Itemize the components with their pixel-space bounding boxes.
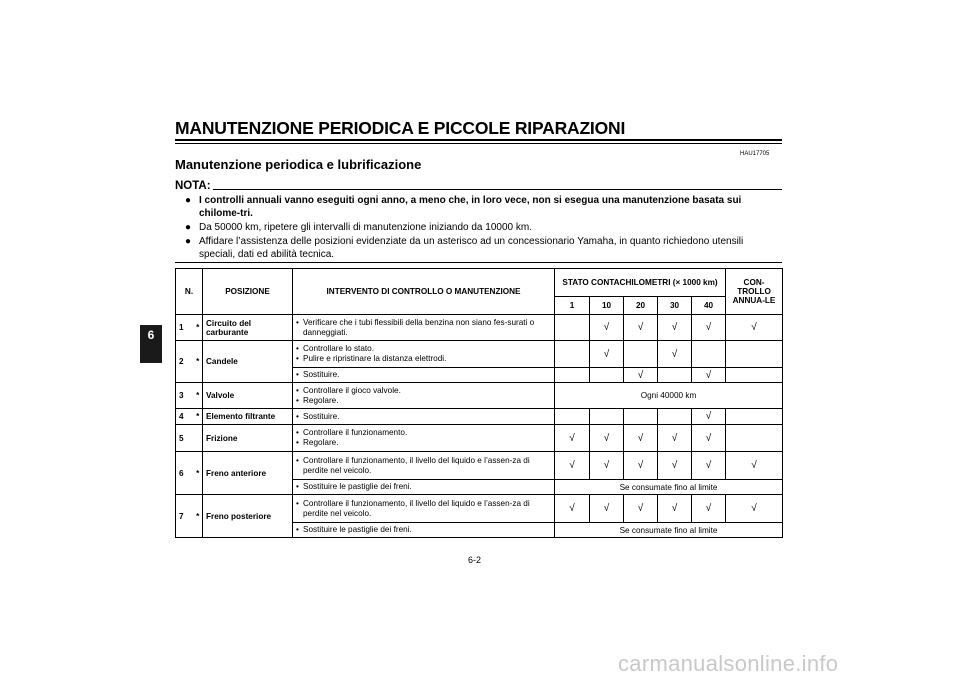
item-text: Controllare il funzionamento.	[303, 428, 408, 437]
asterisk: *	[194, 315, 203, 341]
bullet-icon: •	[296, 482, 299, 491]
row-number: 7	[176, 495, 194, 538]
page-title: MANUTENZIONE PERIODICA E PICCOLE RIPARAZIONI	[175, 118, 626, 138]
row-position: Frizione	[203, 425, 293, 452]
asterisk: *	[194, 409, 203, 425]
asterisk: *	[194, 495, 203, 538]
row-position: Circuito del carburante	[203, 315, 293, 341]
check-cell: √	[692, 368, 726, 383]
check-cell	[555, 341, 590, 368]
item-text: Sostituire le pastiglie dei freni.	[303, 525, 412, 534]
table-row	[176, 341, 783, 368]
check-cell	[624, 409, 658, 425]
row-intervention	[293, 409, 555, 425]
row-intervention	[293, 425, 555, 452]
separator-rule	[175, 262, 782, 263]
header-km: 10	[590, 297, 624, 315]
note-text: Affidare l’assistenza delle posizioni evidenziate da un asterisco ad un concessionario Yamaha, in quanto richiedono utensili speciali, dati ed abilità tecnica.	[199, 236, 744, 260]
row-intervention	[293, 341, 555, 368]
check-cell	[590, 409, 624, 425]
item-text: Controllare il gioco valvole.	[303, 385, 401, 395]
check-cell: √	[692, 409, 726, 425]
check-cell: √	[692, 315, 726, 341]
table-row	[176, 495, 783, 523]
row-position: Freno posteriore	[203, 495, 293, 538]
bullet-icon: ●	[185, 195, 192, 206]
row-number: 2	[176, 341, 194, 383]
row-number: 1	[176, 315, 194, 341]
nota-label: NOTA:	[175, 180, 211, 192]
page-number: 6-2	[468, 555, 482, 565]
check-cell: √	[624, 452, 658, 480]
title-rule	[175, 139, 782, 141]
row-number: 6	[176, 452, 194, 495]
header-km: 30	[658, 297, 692, 315]
bullet-icon: ●	[185, 222, 192, 233]
check-cell: √	[658, 315, 692, 341]
check-cell: √	[658, 452, 692, 480]
check-cell: √	[555, 495, 590, 523]
check-cell	[590, 368, 624, 383]
check-cell	[726, 341, 783, 368]
check-cell: √	[726, 495, 783, 523]
item-text: Controllare il funzionamento, il livello del liquido e l’assen-za di perdite nel veicolo.	[303, 455, 530, 475]
bullet-icon: •	[296, 370, 299, 379]
check-cell	[658, 409, 692, 425]
check-cell	[692, 341, 726, 368]
bullet-icon: •	[296, 385, 299, 395]
item-text: Regolare.	[303, 438, 339, 447]
header-km: 1	[555, 297, 590, 315]
note-item	[185, 221, 782, 234]
row-intervention	[293, 383, 555, 409]
note-text: Da 50000 km, ripetere gli intervalli di manutenzione iniziando da 10000 km.	[199, 222, 532, 233]
maintenance-table	[175, 268, 783, 538]
bullet-icon: ●	[185, 236, 192, 247]
row-position: Elemento filtrante	[203, 409, 293, 425]
bullet-icon: •	[296, 411, 299, 421]
row-number: 5	[176, 425, 194, 452]
bullet-icon: •	[296, 455, 299, 465]
row-number: 3	[176, 383, 194, 409]
row-intervention	[293, 368, 555, 383]
bullet-icon: •	[296, 525, 299, 534]
check-cell	[555, 368, 590, 383]
header-km: 20	[624, 297, 658, 315]
bullet-icon: •	[296, 317, 299, 327]
header-stato: STATO CONTACHILOMETRI (× 1000 km)	[555, 269, 726, 297]
asterisk	[194, 425, 203, 452]
nota-rule	[213, 189, 782, 190]
note-item	[185, 235, 782, 261]
row-number: 4	[176, 409, 194, 425]
row-intervention	[293, 452, 555, 480]
check-cell: √	[692, 495, 726, 523]
asterisk: *	[194, 341, 203, 383]
asterisk: *	[194, 383, 203, 409]
header-controllo: CON-TROLLO ANNUA-LE	[726, 269, 783, 315]
check-cell	[726, 409, 783, 425]
check-cell: √	[624, 315, 658, 341]
row-position: Valvole	[203, 383, 293, 409]
note-text: I controlli annuali vanno eseguiti ogni anno, a meno che, in loro vece, non si esegua una manutenzione basata sui chilome-tri.	[199, 195, 742, 219]
check-cell: √	[624, 425, 658, 452]
notes-list	[185, 194, 782, 262]
section-title: Manutenzione periodica e lubrificazione	[175, 157, 422, 172]
bullet-icon: •	[296, 395, 299, 405]
table-row	[176, 425, 783, 452]
check-cell: √	[555, 452, 590, 480]
item-text: Sostituire.	[303, 370, 340, 379]
check-cell: √	[590, 341, 624, 368]
asterisk: *	[194, 452, 203, 495]
check-cell: √	[555, 425, 590, 452]
check-cell	[658, 368, 692, 383]
row-intervention	[293, 480, 555, 495]
header-n: N.	[176, 269, 203, 315]
header-km: 40	[692, 297, 726, 315]
bullet-icon: •	[296, 498, 299, 508]
merged-interval: Se consumate fino al limite	[555, 523, 783, 538]
check-cell	[624, 341, 658, 368]
check-cell: √	[590, 495, 624, 523]
item-text: Controllare il funzionamento, il livello del liquido e l’assen-za di perdite nel veicolo.	[303, 498, 530, 518]
bullet-icon: •	[296, 354, 299, 363]
table-row	[176, 315, 783, 341]
check-cell: √	[624, 495, 658, 523]
check-cell: √	[726, 452, 783, 480]
check-cell	[726, 425, 783, 452]
check-cell	[555, 409, 590, 425]
check-cell: √	[590, 425, 624, 452]
check-cell: √	[590, 452, 624, 480]
check-cell: √	[624, 368, 658, 383]
bullet-icon: •	[296, 438, 299, 447]
note-item	[185, 194, 782, 220]
merged-interval: Se consumate fino al limite	[555, 480, 783, 495]
watermark: carmanualsonline.info	[618, 651, 839, 676]
title-rule-thin	[175, 143, 782, 144]
item-text: Regolare.	[303, 395, 339, 405]
bullet-icon: •	[296, 344, 299, 353]
item-text: Sostituire le pastiglie dei freni.	[303, 482, 412, 491]
table-row	[176, 383, 783, 409]
row-position: Freno anteriore	[203, 452, 293, 495]
row-intervention	[293, 495, 555, 523]
check-cell: √	[658, 341, 692, 368]
check-cell: √	[658, 425, 692, 452]
header-intervento: INTERVENTO DI CONTROLLO O MANUTENZIONE	[293, 269, 555, 315]
check-cell	[555, 315, 590, 341]
check-cell: √	[692, 452, 726, 480]
chapter-tab[interactable]: 6	[140, 325, 162, 363]
check-cell: √	[590, 315, 624, 341]
bullet-icon: •	[296, 428, 299, 437]
item-text: Controllare lo stato.	[303, 344, 374, 353]
check-cell: √	[726, 315, 783, 341]
row-position: Candele	[203, 341, 293, 383]
item-text: Verificare che i tubi flessibili della benzina non siano fes-surati o danneggiati.	[303, 317, 535, 337]
check-cell	[726, 368, 783, 383]
check-cell: √	[658, 495, 692, 523]
table-row	[176, 452, 783, 480]
doc-code: HAU17705	[740, 151, 770, 157]
row-intervention	[293, 523, 555, 538]
row-intervention	[293, 315, 555, 341]
merged-interval: Ogni 40000 km	[555, 383, 783, 409]
item-text: Pulire e ripristinare la distanza elettrodi.	[303, 354, 447, 363]
check-cell: √	[692, 425, 726, 452]
table-row	[176, 409, 783, 425]
item-text: Sostituire.	[303, 411, 340, 421]
header-posizione: POSIZIONE	[203, 269, 293, 315]
